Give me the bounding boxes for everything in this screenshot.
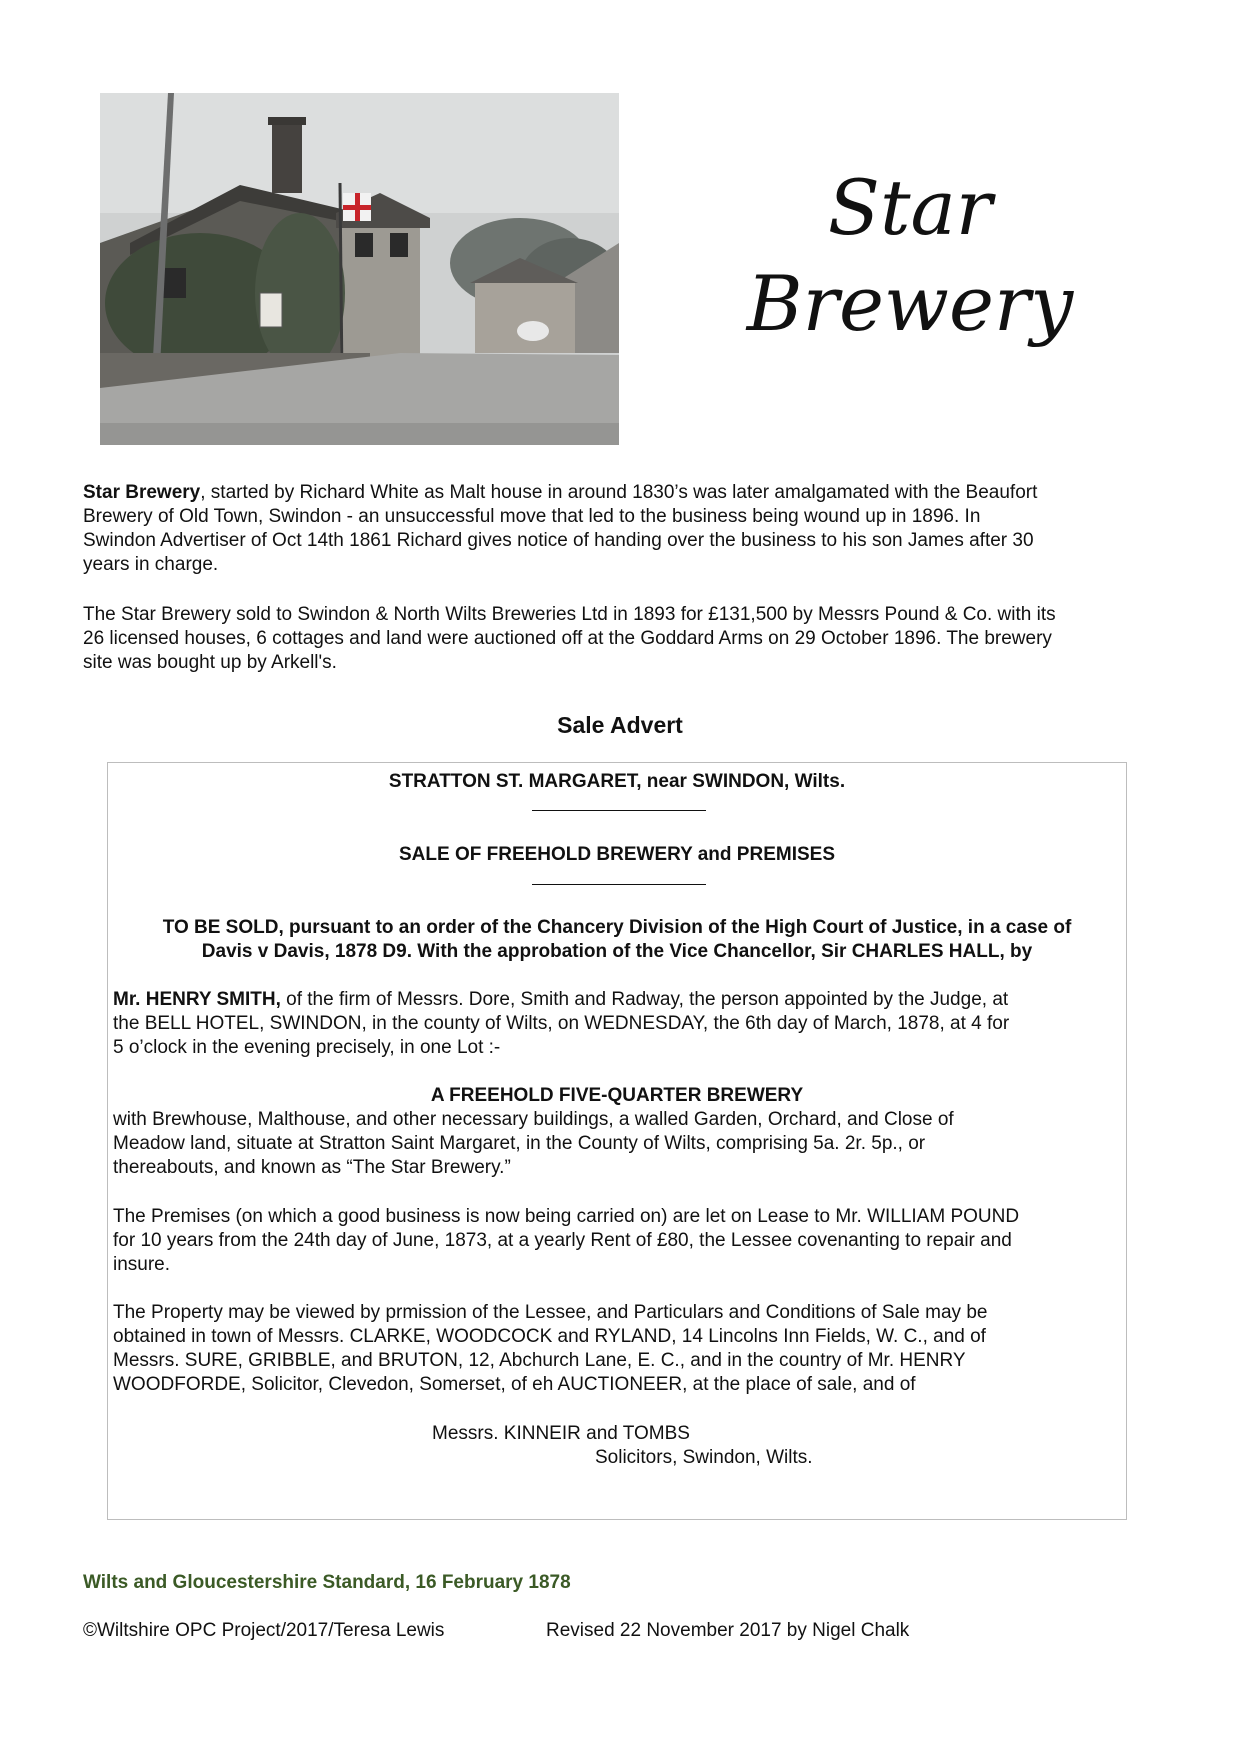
property-line: Messrs. SURE, GRIBBLE, and BRUTON, 12, Abchurch Lane, E. C., and in the country of Mr. HENRY (113, 1350, 966, 1371)
sale-advert-heading: Sale Advert (557, 712, 683, 738)
auctioneer-line: the BELL HOTEL, SWINDON, in the county of Wilts, on WEDNESDAY, the 6th day of March, 1878, at 4 for (113, 1013, 1010, 1034)
advert-lot-title: A FREEHOLD FIVE-QUARTER BREWERY (430, 1085, 804, 1106)
property-line: WOODFORDE, Solicitor, Clevedon, Somerset, of eh AUCTIONEER, at the place of sale, and of (113, 1374, 916, 1395)
intro-line: The Star Brewery sold to Swindon & North Wilts Breweries Ltd in 1893 for £131,500 by Messrs Pound & Co. with its (83, 604, 1056, 625)
premises-line: The Premises (on which a good business is now being carried on) are let on Lease to Mr. WILLIAM POUND (113, 1206, 1020, 1227)
lot-line: Meadow land, situate at Stratton Saint Margaret, in the County of Wilts, comprising 5a. 2r. 5p., or (113, 1133, 926, 1154)
advert-signature-2: Solicitors, Swindon, Wilts. (595, 1447, 813, 1468)
advert-location: STRATTON ST. MARGARET, near SWINDON, Wilts. (388, 771, 846, 792)
advert-order (113, 916, 1121, 964)
advert-premises (113, 1205, 1121, 1277)
lot-line: with Brewhouse, Malthouse, and other necessary buildings, a walled Garden, Orchard, and Close of (113, 1109, 954, 1130)
auctioneer-line: 5 o’clock in the evening precisely, in one Lot :- (113, 1037, 501, 1058)
order-line: TO BE SOLD, pursuant to an order of the Chancery Division of the High Court of Justice, in a case of (162, 917, 1072, 938)
divider-rule (532, 884, 706, 885)
advert-lot-description (113, 1108, 1121, 1180)
advert-property (113, 1301, 1121, 1397)
premises-line: for 10 years from the 24th day of June, 1873, at a yearly Rent of £80, the Lessee covenanting to repair and (113, 1230, 1012, 1251)
intro-line: site was bought up by Arkell's. (83, 652, 337, 673)
intro-paragraph-1 (83, 481, 1163, 577)
footer-copyright: ©Wiltshire OPC Project/2017/Teresa Lewis (83, 1620, 445, 1641)
title-line-2: Brewery (746, 259, 1074, 348)
auctioneer-name: Mr. HENRY SMITH, (113, 989, 281, 1010)
source-citation: Wilts and Gloucestershire Standard, 16 February 1878 (83, 1572, 571, 1593)
intro-line: Swindon Advertiser of Oct 14th 1861 Richard gives notice of handing over the business to his son James after 30 (83, 530, 1034, 551)
property-line: obtained in town of Messrs. CLARKE, WOODCOCK and RYLAND, 14 Lincolns Inn Fields, W. C., and of (113, 1326, 986, 1347)
title-line-1: Star (827, 163, 993, 252)
advert-sale-title: SALE OF FREEHOLD BREWERY and PREMISES (399, 844, 835, 865)
premises-line: insure. (113, 1254, 171, 1275)
intro-line: , started by Richard White as Malt house in around 1830’s was later amalgamated with the Beaufort (200, 482, 1038, 503)
footer-revised: Revised 22 November 2017 by Nigel Chalk (546, 1620, 910, 1641)
auctioneer-line: of the firm of Messrs. Dore, Smith and Radway, the person appointed by the Judge, at (280, 989, 1009, 1010)
advert-auctioneer (113, 988, 1121, 1060)
intro-line: 26 licensed houses, 6 cottages and land were auctioned off at the Goddard Arms on 29 October 1896. The brewery (83, 628, 1052, 649)
brewery-photo (100, 93, 619, 445)
intro-paragraph-2 (83, 603, 1163, 675)
property-line: The Property may be viewed by prmission of the Lessee, and Particulars and Conditions of Sale may be (113, 1302, 988, 1323)
intro-line: years in charge. (83, 554, 219, 575)
intro-bold-name: Star Brewery (83, 482, 201, 503)
divider-rule (532, 810, 706, 811)
page-title (690, 160, 1130, 352)
intro-line: Brewery of Old Town, Swindon - an unsuccessful move that led to the business being wound up in 1896. In (83, 506, 981, 527)
lot-line: thereabouts, and known as “The Star Brewery.” (113, 1157, 511, 1178)
order-line: Davis v Davis, 1878 D9. With the approbation of the Vice Chancellor, Sir CHARLES HALL, by (201, 941, 1033, 962)
advert-signature-1: Messrs. KINNEIR and TOMBS (432, 1423, 690, 1444)
